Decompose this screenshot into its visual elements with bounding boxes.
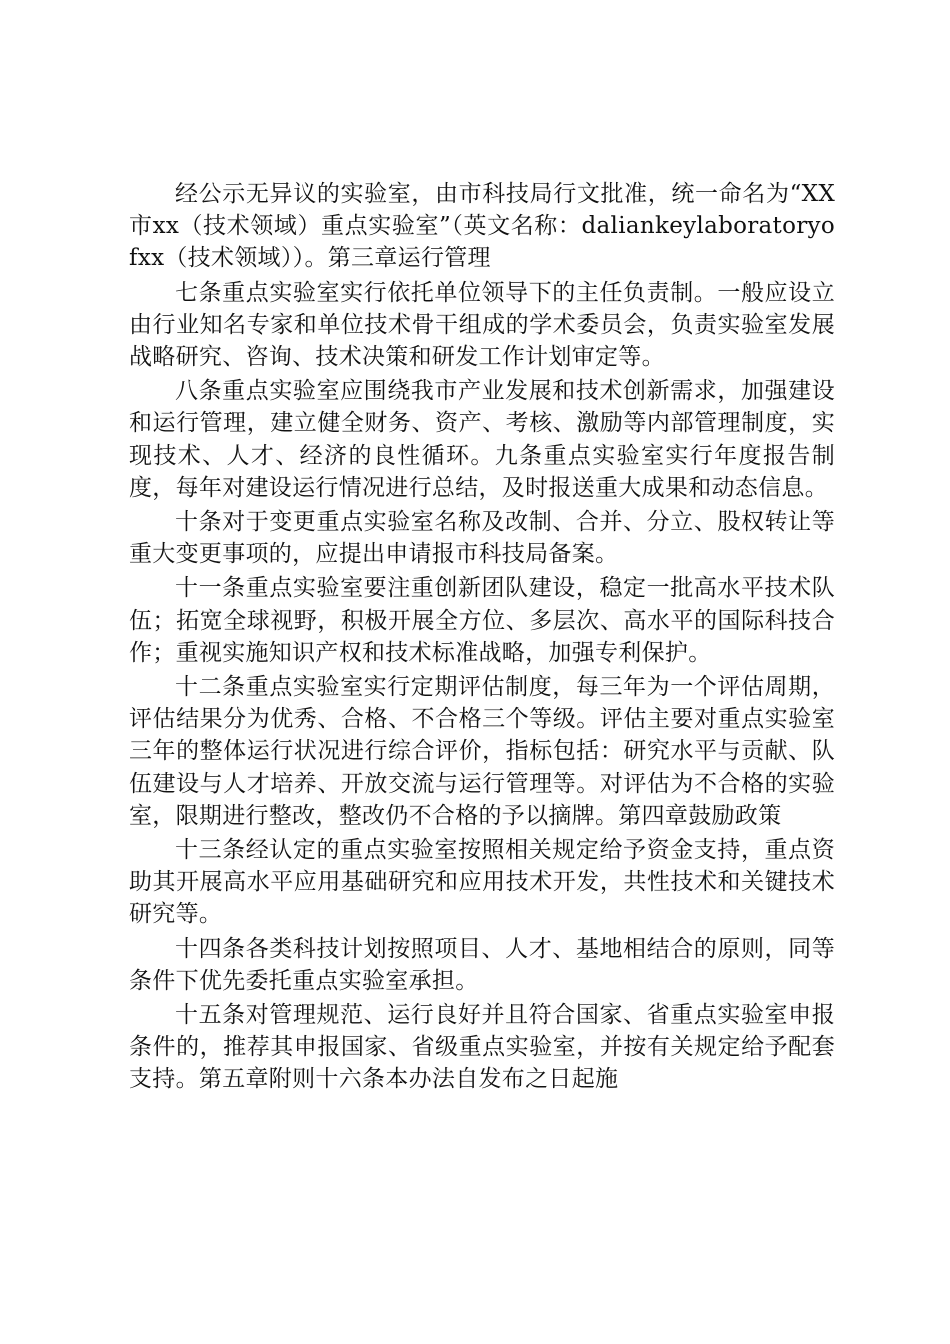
paragraph-article-8-9: 八条重点实验室应围绕我市产业发展和技术创新需求，加强建设和运行管理，建立健全财务、资产、考核、激励等内部管理制度，实现技术、人才、经济的良性循环。九条重点实验室实行年度报告制度，每年对建设运行情况进行总结，及时报送重大成果和动态信息。 bbox=[129, 378, 835, 501]
paragraph-article-14: 十四条各类科技计划按照项目、人才、基地相结合的原则，同等条件下优先委托重点实验室承担。 bbox=[129, 935, 835, 994]
paragraph-article-7: 七条重点实验室实行依托单位领导下的主任负责制。一般应设立由行业知名专家和单位技术骨干组成的学术委员会，负责实验室发展战略研究、咨询、技术决策和研发工作计划审定等。 bbox=[129, 279, 835, 371]
paragraph-article-15-16: 十五条对管理规范、运行良好并且符合国家、省重点实验室申报条件的，推荐其申报国家、省级重点实验室，并按有关规定给予配套支持。第五章附则十六条本办法自发布之日起施 bbox=[129, 1002, 835, 1093]
paragraph-naming: 经公示无异议的实验室，由市科技局行文批准，统一命名为“XX市xx（技术领域）重点实验室”（英文名称：daliankeylaboratoryofxx（技术领域））。第三章运行管理 bbox=[129, 181, 835, 272]
document-body bbox=[129, 178, 835, 1098]
paragraph-article-13: 十三条经认定的重点实验室按照相关规定给予资金支持，重点资助其开展高水平应用基础研究和应用技术开发，共性技术和关键技术研究等。 bbox=[129, 837, 835, 928]
paragraph-article-10: 十条对于变更重点实验室名称及改制、合并、分立、股权转让等重大变更事项的，应提出申请报市科技局备案。 bbox=[129, 509, 835, 568]
paragraph-article-12: 十二条重点实验室实行定期评估制度，每三年为一个评估周期，评估结果分为优秀、合格、不合格三个等级。评估主要对重点实验室三年的整体运行状况进行综合评价，指标包括：研究水平与贡献、队伍建设与人才培养、开放交流与运行管理等。对评估为不合格的实验室，限期进行整改，整改仍不合格的予以摘牌。第四章鼓励政策 bbox=[129, 674, 835, 829]
paragraph-article-11: 十一条重点实验室要注重创新团队建设，稳定一批高水平技术队伍；拓宽全球视野，积极开展全方位、多层次、高水平的国际科技合作；重视实施知识产权和技术标准战略，加强专利保护。 bbox=[129, 575, 835, 666]
